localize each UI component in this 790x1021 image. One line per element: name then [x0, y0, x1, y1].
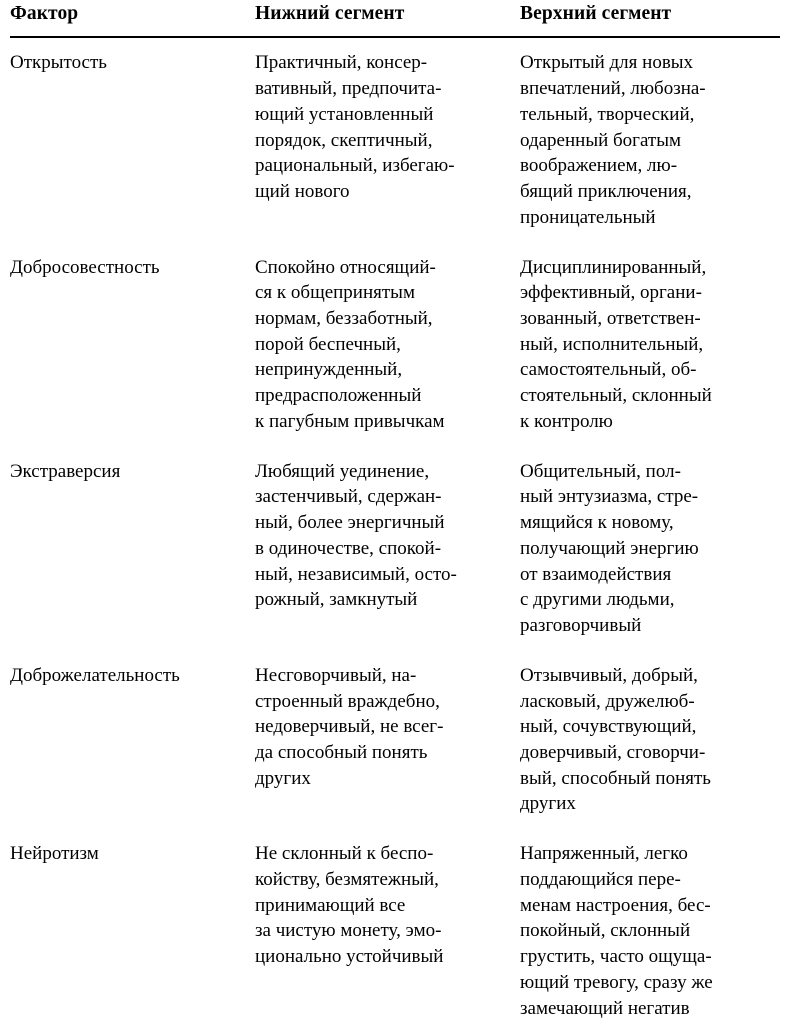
header-spacer-row — [10, 37, 780, 50]
cell-line: строенный враждебно, — [255, 690, 440, 712]
cell-line: рациональный, избегаю- — [255, 155, 455, 177]
cell-line: получающий энергию — [520, 537, 699, 559]
low-segment-cell — [255, 459, 520, 663]
cell-line: порой беспечный, — [255, 333, 401, 355]
cell-line: Спокойно относящий- — [255, 256, 436, 278]
cell-line: от взаимодействия — [520, 563, 672, 585]
cell-line: покойный, склонный — [520, 920, 691, 942]
cell-line: нормам, беззаботный, — [255, 307, 433, 329]
cell-line: предрасположенный — [255, 385, 422, 407]
column-header-factor: Фактор — [10, 3, 79, 24]
low-segment-cell — [255, 255, 520, 459]
cell-line: застенчивый, сдержан- — [255, 486, 442, 508]
cell-line: эффективный, органи- — [520, 282, 702, 304]
high-segment-cell — [520, 255, 780, 459]
cell-line: ющий тревогу, сразу же — [520, 971, 713, 993]
table-row — [10, 255, 780, 459]
table-row — [10, 841, 780, 1021]
cell-line: ный, независимый, осто- — [255, 563, 457, 585]
cell-line: грустить, часто ощуща- — [520, 946, 712, 968]
cell-line: щий нового — [255, 181, 350, 203]
cell-line: ный энтузиазма, стре- — [520, 486, 699, 508]
cell-line: Общительный, пол- — [520, 460, 681, 482]
table-header-row — [10, 0, 780, 37]
cell-line: Любящий уединение, — [255, 460, 430, 482]
cell-line: порядок, скептичный, — [255, 129, 433, 151]
cell-line: непринужденный, — [255, 359, 403, 381]
cell-line: ный, сочувствующий, — [520, 716, 697, 738]
high-segment-cell — [520, 841, 780, 1021]
cell-line: койству, безмятежный, — [255, 868, 439, 890]
cell-line: ный, более энергичный — [255, 512, 445, 534]
cell-line: ционально устойчивый — [255, 946, 444, 968]
cell-line: одаренный богатым — [520, 129, 681, 151]
cell-line: недоверчивый, не всег- — [255, 716, 444, 738]
cell-line: ющий установленный — [255, 103, 434, 125]
table-row — [10, 459, 780, 663]
cell-line: поддающийся пере- — [520, 868, 681, 890]
cell-line: ся к общепринятым — [255, 282, 415, 304]
cell-line: доверчивый, сговорчи- — [520, 742, 706, 763]
cell-line: других — [520, 793, 576, 815]
cell-line: бящий приключения, — [520, 181, 692, 203]
cell-line: к пагубным привычкам — [255, 410, 445, 432]
factor-label: Открытость — [10, 52, 107, 74]
personality-factors-table — [10, 0, 780, 1021]
cell-line: вый, способный понять — [520, 767, 711, 789]
cell-line: да способный понять — [255, 742, 428, 763]
cell-line: рожный, замкнутый — [255, 589, 418, 611]
cell-line: самостоятельный, об- — [520, 359, 697, 381]
low-segment-cell — [255, 50, 520, 254]
cell-line: мящийся к новому, — [520, 512, 674, 534]
cell-line: в одиночестве, спокой- — [255, 537, 442, 559]
cell-line: Не склонный к беспо- — [255, 843, 434, 865]
table-row — [10, 50, 780, 254]
low-segment-cell — [255, 841, 520, 1021]
cell-line: ный, исполнительный, — [520, 333, 704, 355]
cell-line: с другими людьми, — [520, 589, 675, 611]
cell-line: Дисциплинированный, — [520, 256, 707, 278]
table-header — [10, 0, 780, 37]
cell-line: Отзывчивый, добрый, — [520, 664, 698, 686]
factor-label: Добросовестность — [10, 256, 160, 278]
factor-label: Нейротизм — [10, 843, 99, 865]
cell-line: менам настроения, бес- — [520, 894, 711, 916]
cell-line: принимающий все — [255, 894, 406, 916]
cell-line: тельный, творческий, — [520, 103, 695, 125]
factor-label: Экстраверсия — [10, 460, 121, 482]
high-segment-cell — [520, 663, 780, 841]
cell-line: впечатлений, любозна- — [520, 78, 706, 100]
cell-line: за чистую монету, эмо- — [255, 920, 442, 942]
cell-line: зованный, ответствен- — [520, 307, 701, 329]
factor-label: Доброжелательность — [10, 664, 180, 686]
column-header-low-segment: Нижний сегмент — [255, 3, 405, 24]
cell-line: Напряженный, легко — [520, 843, 688, 865]
cell-line: стоятельный, склонный — [520, 385, 712, 407]
column-header-high-segment: Верхний сегмент — [520, 3, 672, 24]
low-segment-cell — [255, 663, 520, 841]
cell-line: замечающий негатив — [520, 997, 690, 1019]
cell-line: других — [255, 767, 311, 789]
cell-line: вативный, предпочита- — [255, 78, 442, 100]
high-segment-cell — [520, 459, 780, 663]
table-row — [10, 663, 780, 841]
cell-line: разговорчивый — [520, 615, 642, 637]
cell-line: ласковый, дружелюб- — [520, 690, 695, 712]
cell-line: воображением, лю- — [520, 155, 678, 177]
table-body — [10, 37, 780, 1021]
cell-line: Практичный, консер- — [255, 52, 428, 74]
cell-line: Несговорчивый, на- — [255, 664, 417, 686]
cell-line: к контролю — [520, 410, 613, 432]
high-segment-cell — [520, 50, 780, 254]
cell-line: проницательный — [520, 206, 656, 228]
cell-line: Открытый для новых — [520, 52, 694, 74]
